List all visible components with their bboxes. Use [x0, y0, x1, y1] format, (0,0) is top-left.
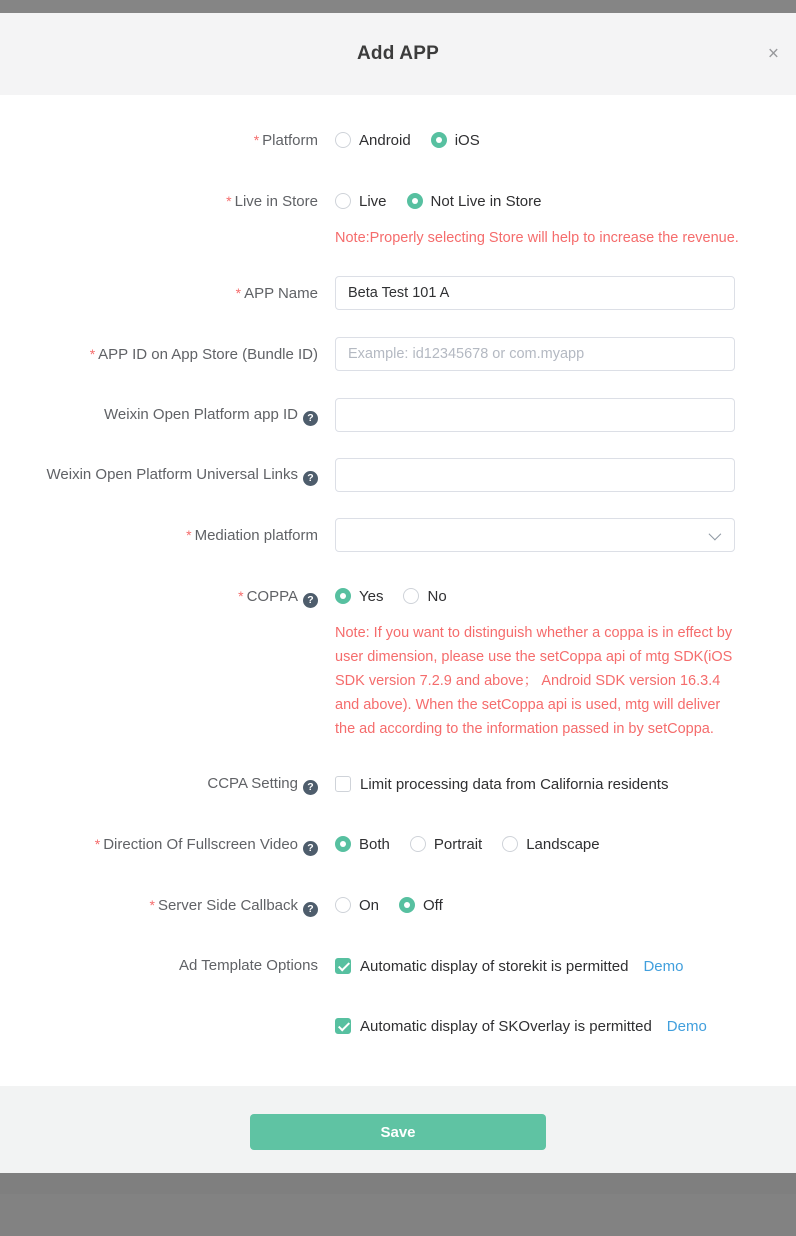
radio-unchecked-icon [335, 132, 351, 148]
question-mark-icon[interactable]: ? [303, 780, 318, 795]
empty-label-spacer [0, 1009, 318, 1043]
live-in-store-label: * Live in Store [226, 193, 318, 210]
required-asterisk: * [94, 836, 101, 852]
live-in-store-radio-not-live[interactable] [407, 193, 542, 210]
mediation-platform-select[interactable] [335, 518, 735, 552]
question-mark-icon[interactable]: ? [303, 593, 318, 608]
live-in-store-note: Note:Properly selecting Store will help to increase the revenue. [335, 230, 739, 246]
question-mark-icon[interactable]: ? [303, 902, 318, 917]
direction-radio-both[interactable] [335, 836, 390, 853]
checkbox-label: Automatic display of storekit is permitted [360, 957, 629, 975]
required-asterisk: * [226, 193, 232, 209]
radio-checked-icon [335, 588, 351, 604]
form-row-app-name [0, 276, 796, 311]
skoverlay-checkbox[interactable] [335, 1018, 652, 1035]
radio-label: Both [359, 835, 390, 853]
platform-label: * Platform [253, 132, 318, 149]
direction-radio-landscape[interactable] [502, 836, 599, 853]
radio-label: Live [359, 192, 387, 210]
checkbox-checked-icon [335, 1018, 351, 1034]
required-asterisk: * [238, 588, 244, 604]
ccpa-checkbox[interactable] [335, 776, 668, 793]
fullscreen-direction-label: * Direction Of Fullscreen Video ? [0, 827, 318, 862]
radio-unchecked-icon [335, 897, 351, 913]
coppa-note: Note: If you want to distinguish whether a coppa is in effect by user dimension, please use the setCoppa api of mtg SDK(iOS SDK version 7.2.9 and above； Android SDK version 16.3.4 and above). When the setCoppa api is used, mtg will deliver the ad according to the information passed in by setCoppa. [335, 625, 733, 737]
form-row-mediation-platform [0, 518, 796, 553]
modal-title: Add APP [357, 43, 439, 64]
ccpa-label: CCPA Setting ? [0, 767, 318, 801]
radio-unchecked-icon [335, 193, 351, 209]
weixin-universal-links-label: Weixin Open Platform Universal Links ? [0, 458, 318, 492]
close-icon[interactable]: × [767, 43, 779, 65]
checkbox-label: Limit processing data from California residents [360, 775, 669, 793]
weixin-app-id-input[interactable] [335, 398, 735, 432]
form-row-platform [0, 123, 796, 158]
chevron-down-icon [709, 527, 722, 540]
radio-label: iOS [454, 131, 480, 149]
required-asterisk: * [149, 897, 155, 913]
radio-label: Landscape [526, 835, 600, 853]
live-in-store-radio-live[interactable] [335, 193, 387, 210]
server-side-callback-label: * Server Side Callback ? [0, 888, 318, 923]
callback-radio-on[interactable] [335, 897, 379, 914]
mediation-platform-label: * Mediation platform [186, 527, 318, 544]
required-asterisk: * [89, 346, 96, 362]
page-backdrop-bottom [0, 1173, 796, 1194]
callback-radio-off[interactable] [399, 897, 443, 914]
radio-checked-icon [335, 836, 351, 852]
radio-label: Android [359, 131, 411, 149]
question-mark-icon[interactable]: ? [303, 411, 318, 426]
direction-radio-portrait[interactable] [410, 836, 482, 853]
storekit-demo-link[interactable]: Demo [643, 957, 684, 975]
radio-label: Off [423, 896, 443, 914]
app-name-label: * APP Name [235, 285, 318, 302]
storekit-checkbox[interactable] [335, 958, 628, 975]
form-row-ccpa [0, 767, 796, 801]
modal-body [0, 95, 796, 1086]
coppa-radio-no[interactable] [403, 588, 446, 605]
coppa-radio-yes[interactable] [335, 588, 383, 605]
form-row-ad-template-options [0, 949, 796, 983]
platform-radio-android[interactable] [335, 132, 411, 149]
coppa-label: * COPPA ? [0, 579, 318, 741]
app-id-label: * APP ID on App Store (Bundle ID) [89, 346, 318, 363]
radio-checked-icon [399, 897, 415, 913]
form-row-server-side-callback [0, 888, 796, 923]
required-asterisk: * [186, 527, 192, 543]
radio-label: On [359, 896, 380, 914]
add-app-modal [0, 13, 796, 1173]
question-mark-icon[interactable]: ? [303, 841, 318, 856]
required-asterisk: * [253, 132, 260, 148]
radio-checked-icon [407, 193, 423, 209]
radio-label: No [427, 587, 447, 605]
form-row-weixin-universal-links [0, 458, 796, 492]
weixin-universal-links-input[interactable] [335, 458, 735, 492]
form-row-skoverlay [0, 1009, 796, 1043]
radio-unchecked-icon [502, 836, 518, 852]
skoverlay-demo-link[interactable]: Demo [666, 1017, 707, 1035]
checkbox-checked-icon [335, 958, 351, 974]
form-row-weixin-app-id [0, 398, 796, 432]
app-name-input[interactable] [335, 276, 735, 310]
radio-checked-icon [431, 132, 447, 148]
ad-template-options-label: Ad Template Options [179, 957, 318, 974]
radio-label: Not Live in Store [430, 192, 542, 210]
radio-label: Portrait [433, 835, 483, 853]
question-mark-icon[interactable]: ? [303, 471, 318, 486]
app-id-input[interactable] [335, 337, 735, 371]
modal-header [0, 13, 796, 95]
platform-radio-ios[interactable] [431, 132, 480, 149]
form-row-app-id [0, 337, 796, 372]
checkbox-label: Automatic display of SKOverlay is permitted [360, 1017, 652, 1035]
form-row-coppa [0, 579, 796, 741]
modal-footer [0, 1086, 796, 1173]
weixin-app-id-label: Weixin Open Platform app ID ? [0, 398, 318, 432]
required-asterisk: * [235, 285, 242, 301]
checkbox-unchecked-icon [335, 776, 351, 792]
page-backdrop-top [0, 0, 796, 13]
radio-label: Yes [359, 587, 384, 605]
form-row-live-in-store [0, 184, 796, 250]
form-row-fullscreen-direction [0, 827, 796, 862]
save-button[interactable]: Save [250, 1114, 546, 1150]
radio-unchecked-icon [403, 588, 419, 604]
radio-unchecked-icon [410, 836, 426, 852]
